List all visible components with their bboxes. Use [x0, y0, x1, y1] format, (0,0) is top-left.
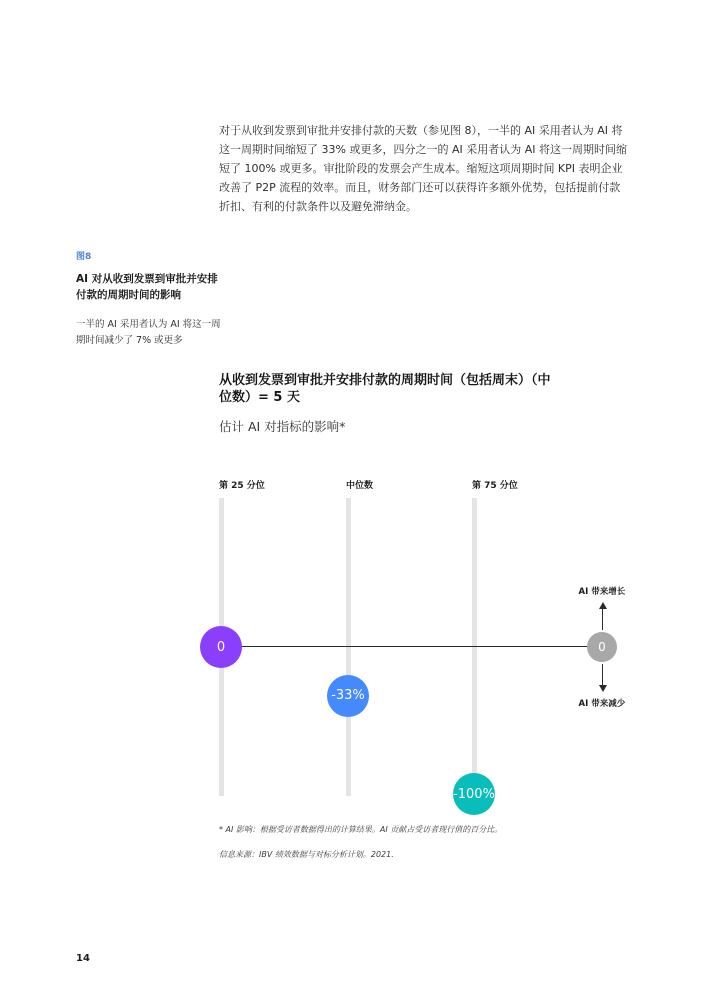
- column-label-1: 第 25 分位: [219, 481, 265, 491]
- figure-subtitle: 一半的 AI 采用者认为 AI 将这一周期时间减少了 7% 或更多: [76, 319, 221, 346]
- arrow-up-shaft: [602, 608, 603, 630]
- reference-dot: 0: [587, 632, 617, 662]
- footnote-ai-impact: * AI 影响：根据受访者数据得出的计算结果。AI 贡献占受访者现行值的百分比。: [219, 825, 503, 834]
- footnote-source: 信息来源：IBV 绩效数据与对标分析计划。2021.: [219, 850, 394, 859]
- zero-baseline: [221, 646, 602, 647]
- arrow-up-icon: [599, 602, 607, 609]
- value-dot-1: 0: [200, 626, 242, 668]
- page-number: 14: [76, 953, 90, 964]
- chart-subtitle: 估计 AI 对指标的影响*: [219, 419, 346, 434]
- column-label-2: 中位数: [346, 481, 374, 491]
- intro-paragraph: 对于从收到发票到审批并安排付款的天数（参见图 8），一半的 AI 采用者认为 AI 将这一周期时间缩短了 33% 或更多，四分之一的 AI 采用者认为 AI 将这一周期时间缩短了 100% 或更多。审批阶段的发票会产生成本。缩短这项周期时间 KPI 表明企业改善了 P2P 流程的效率。而且，财务部门还可以获得许多额外优势，包括提前付款折扣、有利的付款条件以及避免滞纳金。: [219, 124, 627, 213]
- value-dot-2: -33%: [327, 675, 369, 717]
- chart-title: 从收到发票到审批并安排付款的周期时间（包括周末）（中位数）= 5 天: [219, 373, 551, 405]
- track-3: [472, 498, 477, 796]
- arrow-down-icon: [599, 685, 607, 692]
- value-dot-3: -100%: [453, 773, 495, 815]
- decrease-label: AI 带来减少: [578, 699, 626, 709]
- column-label-3: 第 75 分位: [472, 481, 518, 491]
- figure-title: AI 对从收到发票到审批并安排付款的周期时间的影响: [76, 273, 218, 301]
- figure-label: 图8: [76, 252, 92, 262]
- arrow-down-shaft: [602, 664, 603, 686]
- increase-label: AI 带来增长: [578, 587, 626, 597]
- track-2: [346, 498, 351, 796]
